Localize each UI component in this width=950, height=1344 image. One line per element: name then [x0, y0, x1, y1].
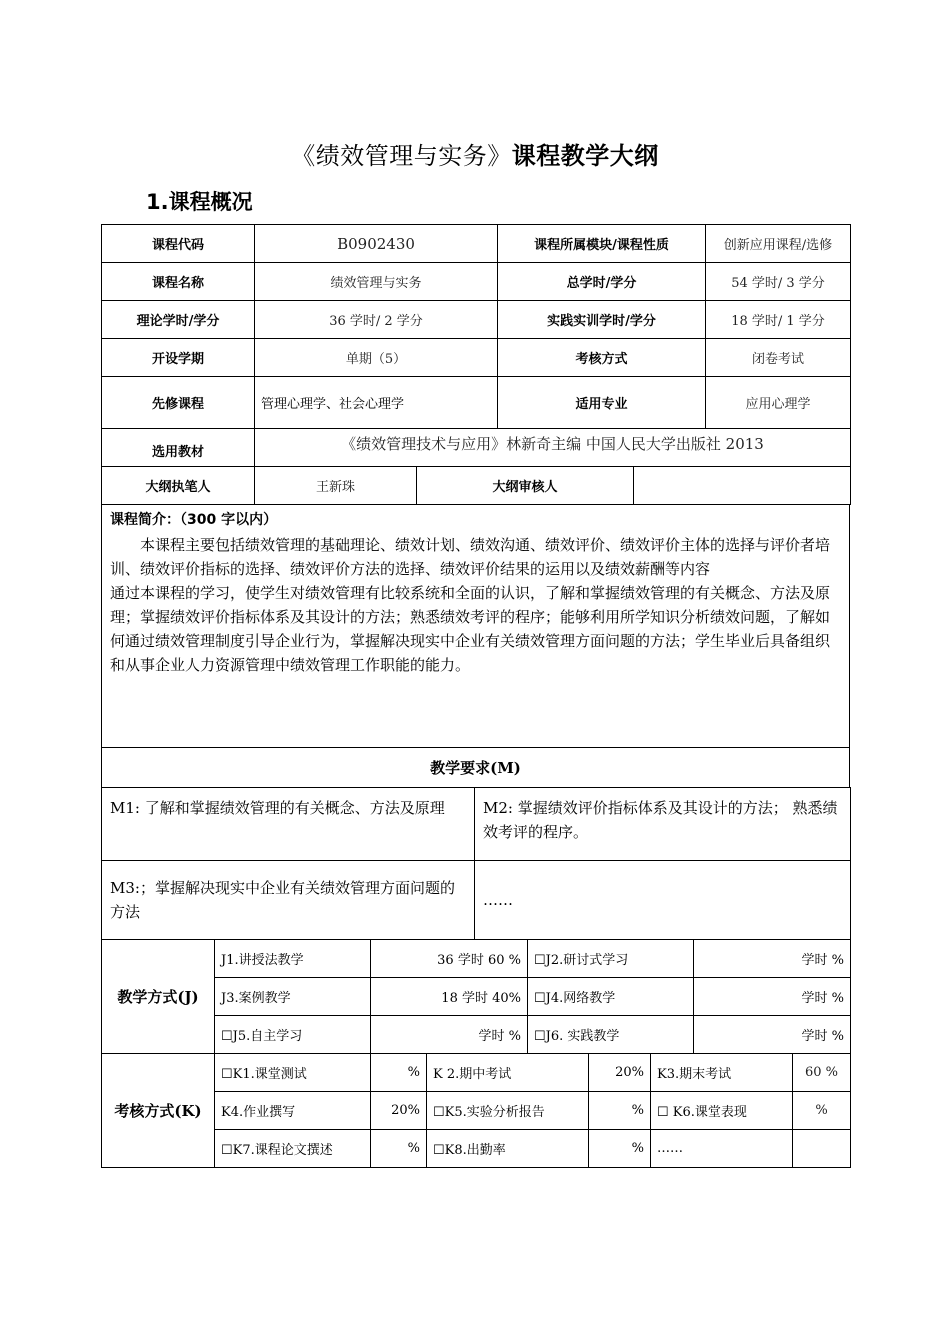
requirement-more: ……	[475, 861, 851, 940]
exam-label: 考核方式	[498, 339, 706, 377]
teaching-item: ☐J2.研讨式学习	[528, 940, 694, 978]
course-sheet	[101, 224, 850, 1168]
assessment-value: %	[589, 1130, 651, 1168]
assessment-methods-table	[101, 1053, 851, 1168]
reviewer-value	[634, 467, 851, 505]
title-part1: 《绩效管理与实务》	[291, 142, 512, 170]
practice-value: 18 学时/ 1 学分	[706, 301, 851, 339]
teaching-value: 学时 %	[371, 1016, 528, 1054]
module-value: 创新应用课程/选修	[706, 225, 851, 263]
requirement-m3: M3:；掌握解决现实中企业有关绩效管理方面问题的方法	[102, 861, 475, 940]
teaching-item: ☐J5.自主学习	[215, 1016, 371, 1054]
requirement-m1: M1: 了解和掌握绩效管理的有关概念、方法及原理	[102, 788, 475, 861]
requirement-m2: M2: 掌握绩效评价指标体系及其设计的方法； 熟悉绩效考评的程序。	[475, 788, 851, 861]
total-value: 54 学时/ 3 学分	[706, 263, 851, 301]
title-part2: 课程教学大纲	[511, 141, 659, 170]
teaching-value: 学时 %	[694, 978, 851, 1016]
assessment-value: %	[793, 1092, 851, 1130]
major-value: 应用心理学	[706, 377, 851, 429]
intro-paragraph-1: 本课程主要包括绩效管理的基础理论、绩效计划、绩效沟通、绩效评价、绩效评价主体的选择与评价者培训、绩效评价指标的选择、绩效评价方法的选择、绩效评价结果的运用以及绩效薪酬等内容	[110, 536, 831, 578]
assessment-item: ☐K8.出勤率	[427, 1130, 589, 1168]
major-label: 适用专业	[498, 377, 706, 429]
assessment-label: 考核方式(K)	[102, 1054, 215, 1168]
assessment-value: 20%	[371, 1092, 427, 1130]
code-value: B0902430	[255, 225, 498, 263]
prereq-value: 管理心理学、社会心理学	[255, 377, 498, 429]
module-label: 课程所属模块/课程性质	[498, 225, 706, 263]
assessment-value: 60 %	[793, 1054, 851, 1092]
assessment-value: 20%	[589, 1054, 651, 1092]
assessment-item: K3.期末考试	[651, 1054, 793, 1092]
teaching-value: 学时 %	[694, 940, 851, 978]
assessment-item: ☐K1.课堂测试	[215, 1054, 371, 1092]
term-value: 单期（5）	[255, 339, 498, 377]
assessment-item: ☐K7.课程论文撰述	[215, 1130, 371, 1168]
assessment-value: %	[589, 1092, 651, 1130]
section-heading: 1.课程概况	[146, 190, 253, 214]
intro-cell	[102, 505, 850, 748]
assessment-value: %	[371, 1130, 427, 1168]
theory-value: 36 学时/ 2 学分	[255, 301, 498, 339]
page-title	[0, 136, 950, 171]
assessment-item: ☐ K6.课堂表现	[651, 1092, 793, 1130]
course-info-table	[101, 224, 851, 467]
teaching-value: 18 学时 40%	[371, 978, 528, 1016]
assessment-item: ☐K5.实验分析报告	[427, 1092, 589, 1130]
intro-heading: 课程简介：（300 字以内）	[110, 512, 278, 528]
textbook-label: 选用教材	[102, 429, 255, 467]
requirements-table	[101, 787, 851, 940]
teaching-item: ☐J4.网络教学	[528, 978, 694, 1016]
assessment-item: K 2.期中考试	[427, 1054, 589, 1092]
author-label: 大纲执笔人	[102, 467, 255, 505]
code-label: 课程代码	[102, 225, 255, 263]
intro-table	[101, 504, 850, 788]
theory-label: 理论学时/学分	[102, 301, 255, 339]
term-label: 开设学期	[102, 339, 255, 377]
teaching-item: J3.案例教学	[215, 978, 371, 1016]
name-value: 绩效管理与实务	[255, 263, 498, 301]
practice-label: 实践实训学时/学分	[498, 301, 706, 339]
author-table	[101, 466, 851, 505]
textbook-value: 《绩效管理技术与应用》林新奇主编 中国人民大学出版社 2013	[255, 429, 851, 467]
prereq-label: 先修课程	[102, 377, 255, 429]
name-label: 课程名称	[102, 263, 255, 301]
total-label: 总学时/学分	[498, 263, 706, 301]
requirements-heading: 教学要求(M)	[102, 748, 850, 788]
teaching-item: ☐J6. 实践教学	[528, 1016, 694, 1054]
teaching-label: 教学方式(J)	[102, 940, 215, 1054]
exam-value: 闭卷考试	[706, 339, 851, 377]
assessment-item: K4.作业撰写	[215, 1092, 371, 1130]
teaching-value: 36 学时 60 %	[371, 940, 528, 978]
teaching-methods-table	[101, 939, 851, 1054]
assessment-item: ……	[651, 1130, 793, 1168]
assessment-value: %	[371, 1054, 427, 1092]
assessment-value	[793, 1130, 851, 1168]
teaching-item: J1.讲授法教学	[215, 940, 371, 978]
teaching-value: 学时 %	[694, 1016, 851, 1054]
reviewer-label: 大纲审核人	[417, 467, 634, 505]
intro-paragraph-2: 通过本课程的学习，使学生对绩效管理有比较系统和全面的认识，了解和掌握绩效管理的有关概念、方法及原理；掌握绩效评价指标体系及其设计的方法；熟悉绩效考评的程序；能够利用所学知识分析绩效问题，了解如何通过绩效管理制度引导企业行为，掌握解决现实中企业有关绩效管理方面问题的方法；学生毕业后具备组织和从事企业人力资源管理中绩效管理工作职能的能力。	[110, 584, 831, 674]
author-value: 王新珠	[255, 467, 417, 505]
